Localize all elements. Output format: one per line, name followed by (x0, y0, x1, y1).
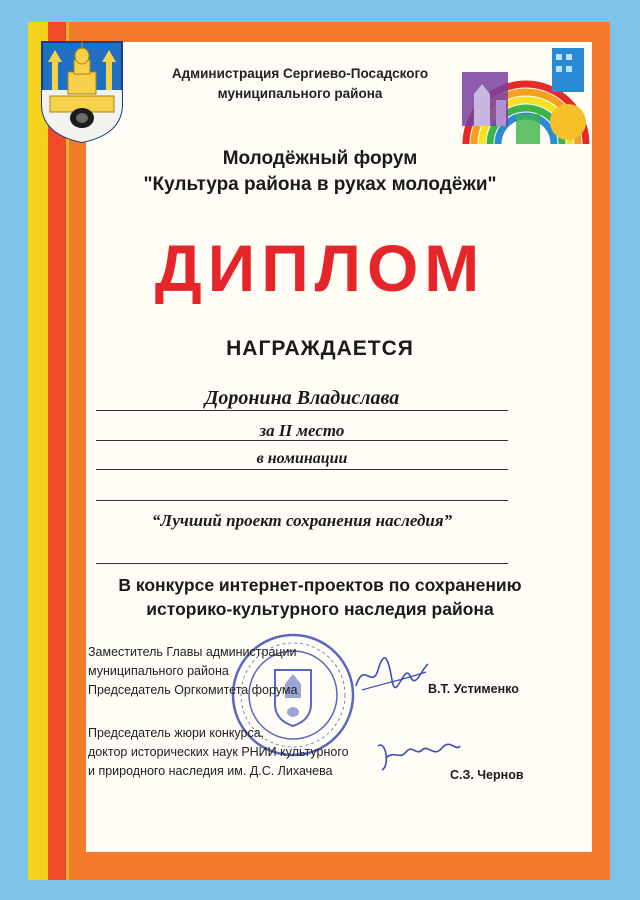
forum-title (110, 146, 530, 198)
underline (96, 500, 508, 501)
recipient-name: Доронина Владислава (204, 387, 400, 409)
underline (96, 469, 508, 470)
signatory-1-line-1: Заместитель Главы администрации (88, 645, 297, 659)
rainbow-city-emblem-icon (456, 44, 596, 154)
place-text: за II место (259, 421, 345, 440)
awarded-heading: НАГРАЖДАЕТСЯ (226, 337, 414, 360)
nomination-name: “Лучший проект сохранения наследия” (151, 511, 453, 530)
issuer-administration (150, 64, 450, 104)
border-stripe-thin (66, 22, 69, 880)
signatory-2-line-2: доктор исторических наук РНИИ культурного (88, 745, 349, 759)
signatory-2-line-3: и природного наследия им. Д.С. Лихачева (88, 764, 333, 778)
admin-line-2: муниципального района (217, 86, 383, 101)
signature-2-icon (372, 736, 464, 776)
forum-line-2: "Культура района в руках молодёжи" (143, 174, 497, 195)
signatory-1-line-3: Председатель Оргкомитета форума (88, 683, 298, 697)
border-stripe-red (48, 22, 68, 880)
signatory-2-name: С.З. Чернов (450, 768, 524, 782)
signature-1-icon (352, 650, 432, 698)
signatory-1-line-2: муниципального района (88, 664, 229, 678)
admin-line-1: Администрация Сергиево-Посадского (171, 66, 429, 81)
coat-of-arms-icon (38, 38, 126, 144)
underline (96, 563, 508, 564)
forum-line-1: Молодёжный форум (222, 148, 418, 169)
signatory-1-title (88, 643, 297, 700)
contest-line-1: В конкурсе интернет-проектов по сохранению (118, 575, 522, 595)
signatory-2-line-1: Председатель жюри конкурса, (88, 726, 265, 740)
signatory-1-name: В.Т. Устименко (428, 682, 519, 696)
nomination-label: в номинации (256, 450, 348, 467)
signatory-2-title (88, 724, 349, 781)
border-stripe-yellow (28, 22, 48, 880)
diploma-title: ДИПЛОМ (154, 231, 486, 305)
underline (96, 440, 508, 441)
underline (96, 410, 508, 411)
contest-description (60, 573, 580, 621)
contest-line-2: историко-культурного наследия района (146, 599, 494, 619)
